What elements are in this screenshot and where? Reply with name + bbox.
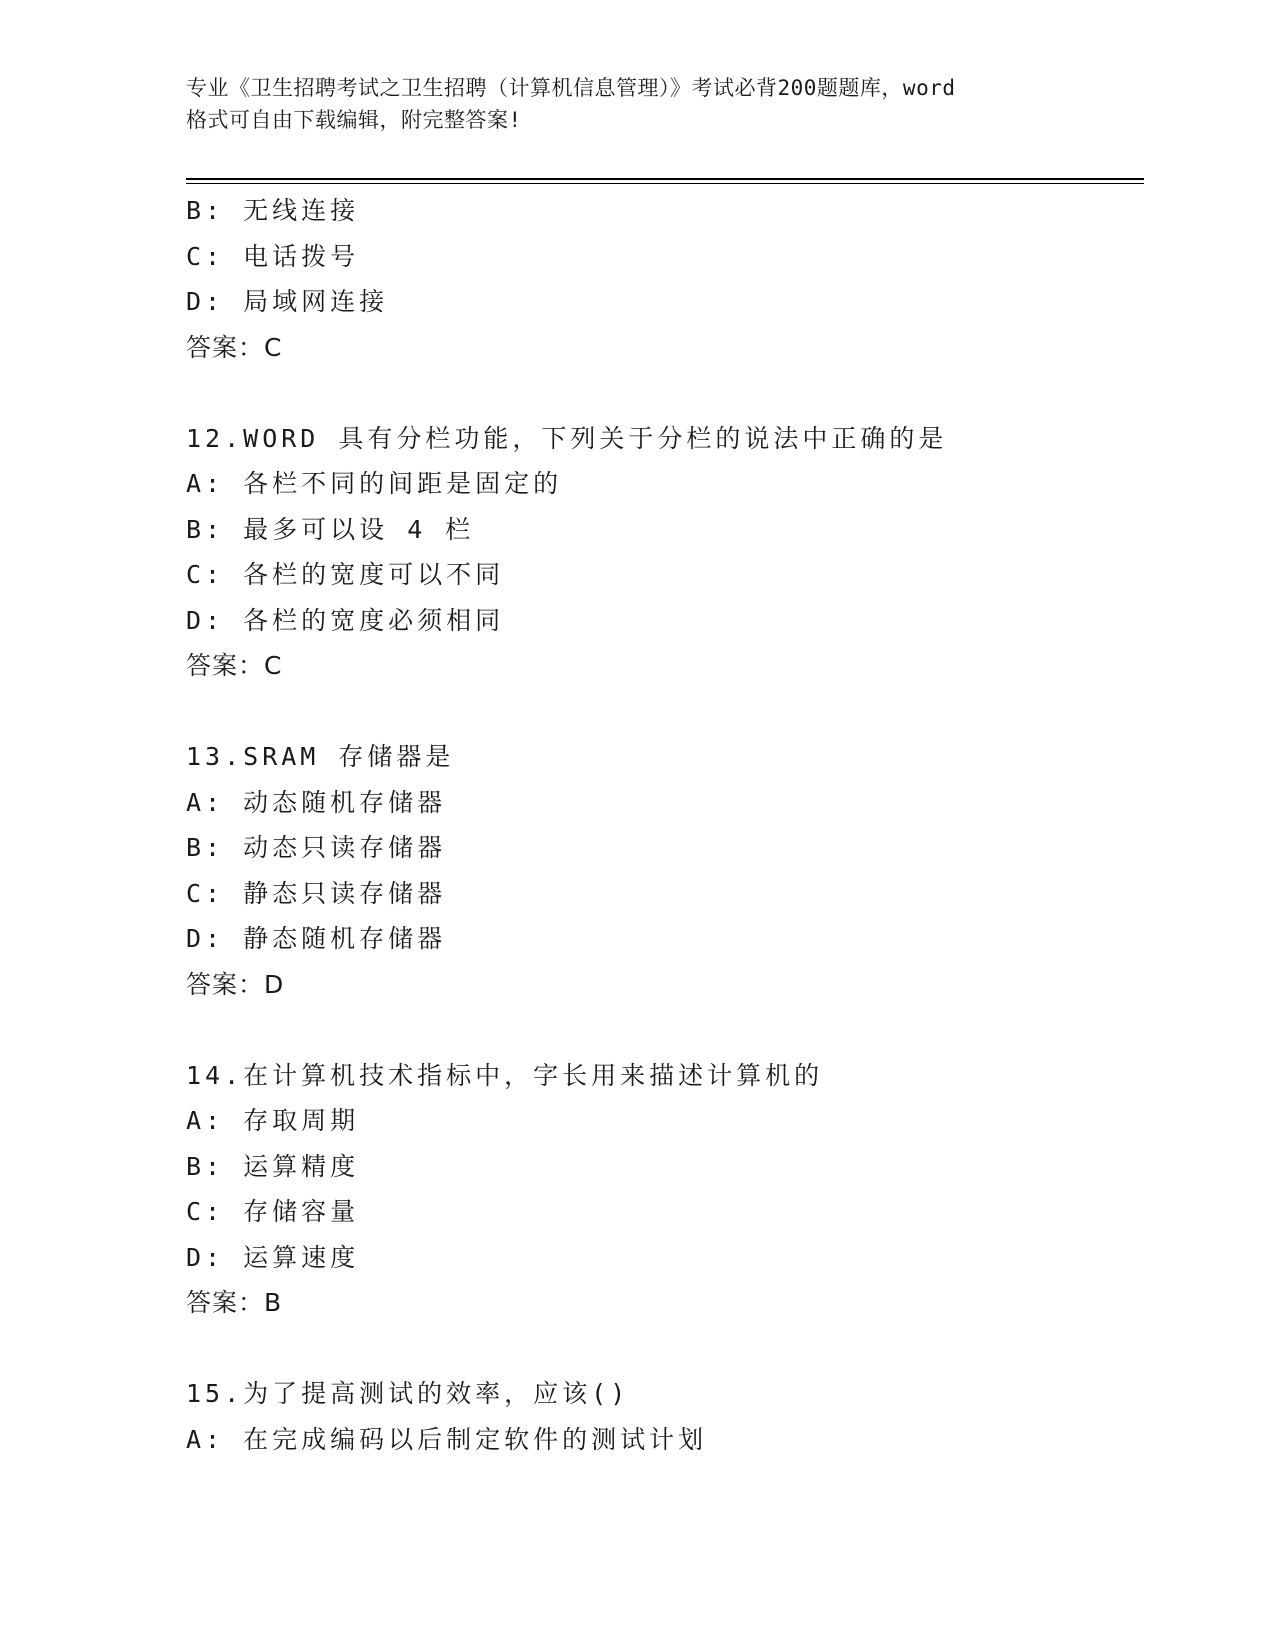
option-d: D: 局域网连接 (186, 287, 389, 316)
option-c: C: 电话拨号 (186, 241, 360, 271)
option-c: C: 存储容量 (186, 1197, 360, 1226)
answer-line: 答案：C (186, 651, 283, 680)
answer-line: 答案：D (186, 969, 285, 999)
question-text: 15.为了提高测试的效率，应该() (186, 1379, 630, 1408)
question-15 (186, 1371, 1144, 1462)
header-title-line-1: 专业《卫生招聘考试之卫生招聘（计算机信息管理）》考试必背200题题库，word (186, 76, 956, 100)
option-a: A: 各栏不同的间距是固定的 (186, 469, 563, 498)
option-c: C: 静态只读存储器 (186, 878, 447, 908)
option-a: A: 在完成编码以后制定软件的测试计划 (186, 1424, 708, 1454)
spacer (186, 370, 1144, 416)
option-a: A: 存取周期 (186, 1106, 360, 1135)
header-title-line-2: 格式可自由下载编辑，附完整答案! (186, 108, 522, 132)
spacer (186, 1007, 1144, 1053)
question-11-tail (186, 188, 1144, 370)
option-c: C: 各栏的宽度可以不同 (186, 560, 505, 589)
option-d: D: 静态随机存储器 (186, 924, 447, 953)
option-b: B: 最多可以设 4 栏 (186, 514, 475, 544)
question-list (186, 188, 1144, 1462)
header-divider-thick (186, 178, 1144, 180)
question-text: 12.WORD 具有分栏功能，下列关于分栏的说法中正确的是 (186, 423, 948, 453)
option-b: B: 无线连接 (186, 196, 360, 225)
spacer (186, 1326, 1144, 1372)
question-14 (186, 1053, 1144, 1326)
option-a: A: 动态随机存储器 (186, 787, 447, 817)
answer-line: 答案：B (186, 1288, 283, 1317)
option-d: D: 各栏的宽度必须相同 (186, 605, 505, 635)
answer-line: 答案：C (186, 332, 283, 362)
option-b: B: 动态只读存储器 (186, 833, 447, 862)
option-b: B: 运算精度 (186, 1151, 360, 1181)
header-divider-thin (186, 183, 1144, 184)
document-header (186, 72, 1096, 136)
question-13 (186, 734, 1144, 1007)
spacer (186, 689, 1144, 735)
question-text: 14.在计算机技术指标中，字长用来描述计算机的 (186, 1060, 824, 1090)
question-text: 13.SRAM 存储器是 (186, 742, 455, 771)
question-12 (186, 416, 1144, 689)
option-d: D: 运算速度 (186, 1242, 360, 1272)
